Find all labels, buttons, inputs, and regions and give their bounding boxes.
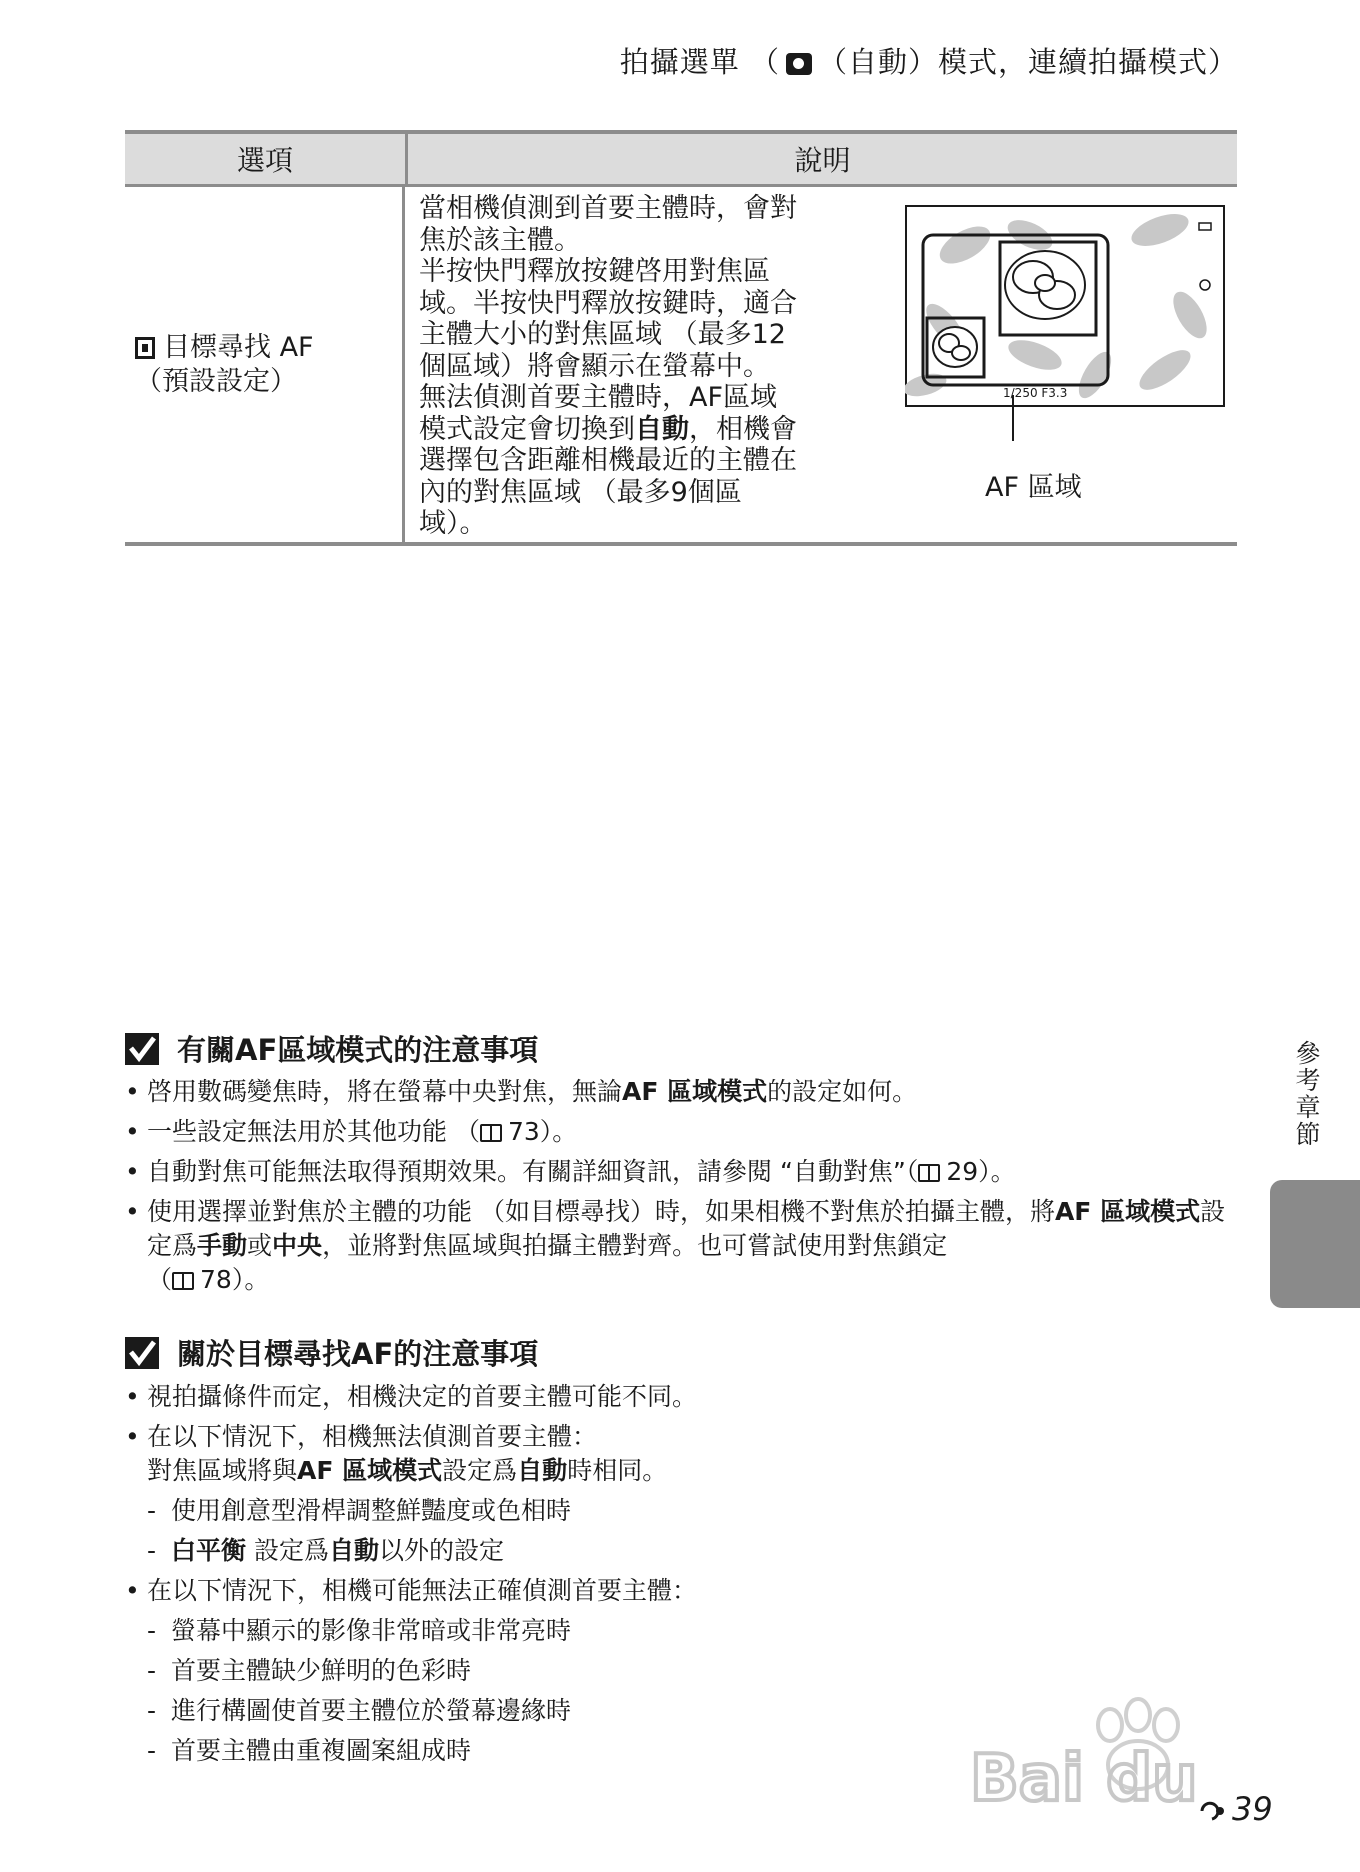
table-header-row <box>125 134 1237 187</box>
reference-section-label: 參考章節 <box>1292 1040 1321 1148</box>
book-reference-icon <box>918 1164 940 1182</box>
shutter-readout: 1/250 F3.3 <box>1003 386 1068 400</box>
sub-list-item <box>125 1534 1235 1568</box>
list-item-text: 78）。 <box>200 1265 270 1294</box>
book-reference-icon <box>480 1124 502 1142</box>
list-item-text: ，並將對焦區域與拍攝主體對齊。也可嘗試使用對焦鎖定 <box>322 1231 948 1260</box>
list-item-text: 或 <box>247 1231 273 1260</box>
list-item-bold: AF 區域模式 <box>622 1077 768 1106</box>
list-item-bold: 手動 <box>197 1231 248 1260</box>
list-item: • 視拍攝條件而定，相機決定的首要主體可能不同。 <box>125 1380 1235 1414</box>
list-item-text: （ <box>147 1265 173 1294</box>
note-target-af-heading <box>125 1332 538 1373</box>
sub-list-item <box>125 1614 1235 1648</box>
description-text-part: ，相機會選擇包含距離相機最近的主體在內的對焦區域 （最多9個區域）。 <box>419 413 797 539</box>
sub-list-item <box>125 1654 1235 1688</box>
table-row <box>125 187 1237 542</box>
section-tab[interactable] <box>1270 1180 1360 1308</box>
list-item <box>125 1115 1235 1149</box>
option-cell <box>125 187 405 542</box>
list-item-text: 設定爲 <box>147 1197 1226 1260</box>
sub-list-item-text: - 首要主體由重複圖案組成時 <box>171 1736 472 1765</box>
list-item-bold: AF 區域模式 <box>1054 1197 1201 1226</box>
list-item-text: 啓用數碼變焦時，將在螢幕中央對焦，無論 <box>147 1077 623 1106</box>
note-af-area-title: 有關AF區域模式的注意事項 <box>177 1033 539 1067</box>
list-item <box>125 1195 1235 1297</box>
list-item-text: 一些設定無法用於其他功能 （ <box>147 1117 480 1146</box>
sub-list-item-text: - 進行構圖使首要主體位於螢幕邊緣時 <box>171 1696 572 1725</box>
list-item-text: 以外的設定 <box>378 1536 504 1565</box>
list-item <box>125 1155 1235 1189</box>
option-name: 目標尋找 AF <box>163 331 314 363</box>
table-header-description: 說明 <box>794 144 851 177</box>
svg-text:Bai du: Bai du <box>970 1742 1198 1816</box>
page-header-title <box>620 40 1238 81</box>
list-item-bold: 中央 <box>272 1231 323 1260</box>
header-title-part2: （自動）模式，連續拍攝模式） <box>817 45 1238 79</box>
list-item-bold: 白平衡 <box>171 1536 247 1565</box>
sub-list-item-text: - 首要主體缺少鮮明的色彩時 <box>171 1656 472 1685</box>
table-header-option: 選項 <box>125 134 408 184</box>
list-item-bold: AF 區域模式 <box>297 1456 443 1485</box>
description-paragraph-3 <box>419 382 799 540</box>
checkmark-icon <box>125 1033 159 1065</box>
sub-list-item-text: - 螢幕中顯示的影像非常暗或非常亮時 <box>171 1616 572 1645</box>
note-target-af-title: 關於目標尋找AF的注意事項 <box>177 1337 539 1371</box>
list-item-text: 設定爲 <box>246 1536 329 1565</box>
list-item-text: 在以下情況下，相機無法偵測首要主體： <box>147 1422 598 1451</box>
list-item-text: 73）。 <box>507 1117 578 1146</box>
checkmark-icon <box>125 1337 159 1369</box>
af-area-illustration <box>905 205 1225 441</box>
list-item-text: 自動對焦可能無法取得預期效果。有關詳細資訊，請參閱 “自動對焦”（ <box>147 1157 919 1186</box>
list-item-text: 對焦區域將與 <box>147 1456 298 1485</box>
description-paragraph-2: 半按快門釋放按鍵啓用對焦區域。半按快門釋放按鍵時，適合主體大小的對焦區域 （最多12個區域）將會顯示在螢幕中。 <box>419 256 797 382</box>
sub-list-item-text <box>147 1534 1235 1568</box>
list-item-bold: 自動 <box>328 1536 379 1565</box>
list-item <box>125 1420 1235 1488</box>
list-item-text: 使用選擇並對焦於主體的功能 （如目標尋找）時，如果相機不對焦於拍攝主體，將 <box>147 1197 1055 1226</box>
description-paragraph-1: 當相機偵測到首要主體時，會對焦於該主體。 <box>419 193 797 256</box>
af-area-label: AF 區域 <box>985 472 1082 503</box>
sub-list-item <box>125 1494 1235 1528</box>
page-number-value: 39 <box>1232 1790 1273 1828</box>
list-item-text: 29）。 <box>946 1157 1016 1186</box>
list-item-text: 時相同。 <box>567 1456 668 1485</box>
list-item <box>125 1075 1235 1109</box>
reference-section-icon <box>1198 1799 1228 1823</box>
page-number <box>1198 1790 1273 1828</box>
sub-list-item-text: - 使用創意型滑桿調整鮮豔度或色相時 <box>171 1496 572 1525</box>
header-title-part1: 拍攝選單 （ <box>619 45 780 79</box>
list-item-text: 的設定如何。 <box>767 1077 918 1106</box>
option-default-note: （預設設定） <box>135 365 297 397</box>
camera-auto-icon <box>786 53 812 75</box>
description-bold-auto: 自動 <box>635 413 689 445</box>
options-table <box>125 130 1237 546</box>
description-text-part: 無法偵測首要主體時，AF區域模式設定會切換到 <box>419 382 777 445</box>
note-af-area-list <box>125 1075 1235 1297</box>
target-finding-af-icon <box>135 337 155 359</box>
list-item-bold: 自動 <box>517 1456 568 1485</box>
list-item: • 在以下情況下，相機可能無法正確偵測首要主體： <box>125 1574 1235 1608</box>
list-item-text: 設定爲 <box>442 1456 518 1485</box>
description-text <box>419 193 799 540</box>
book-reference-icon <box>172 1272 194 1290</box>
description-cell <box>405 187 1237 542</box>
note-af-area-heading <box>125 1028 538 1069</box>
